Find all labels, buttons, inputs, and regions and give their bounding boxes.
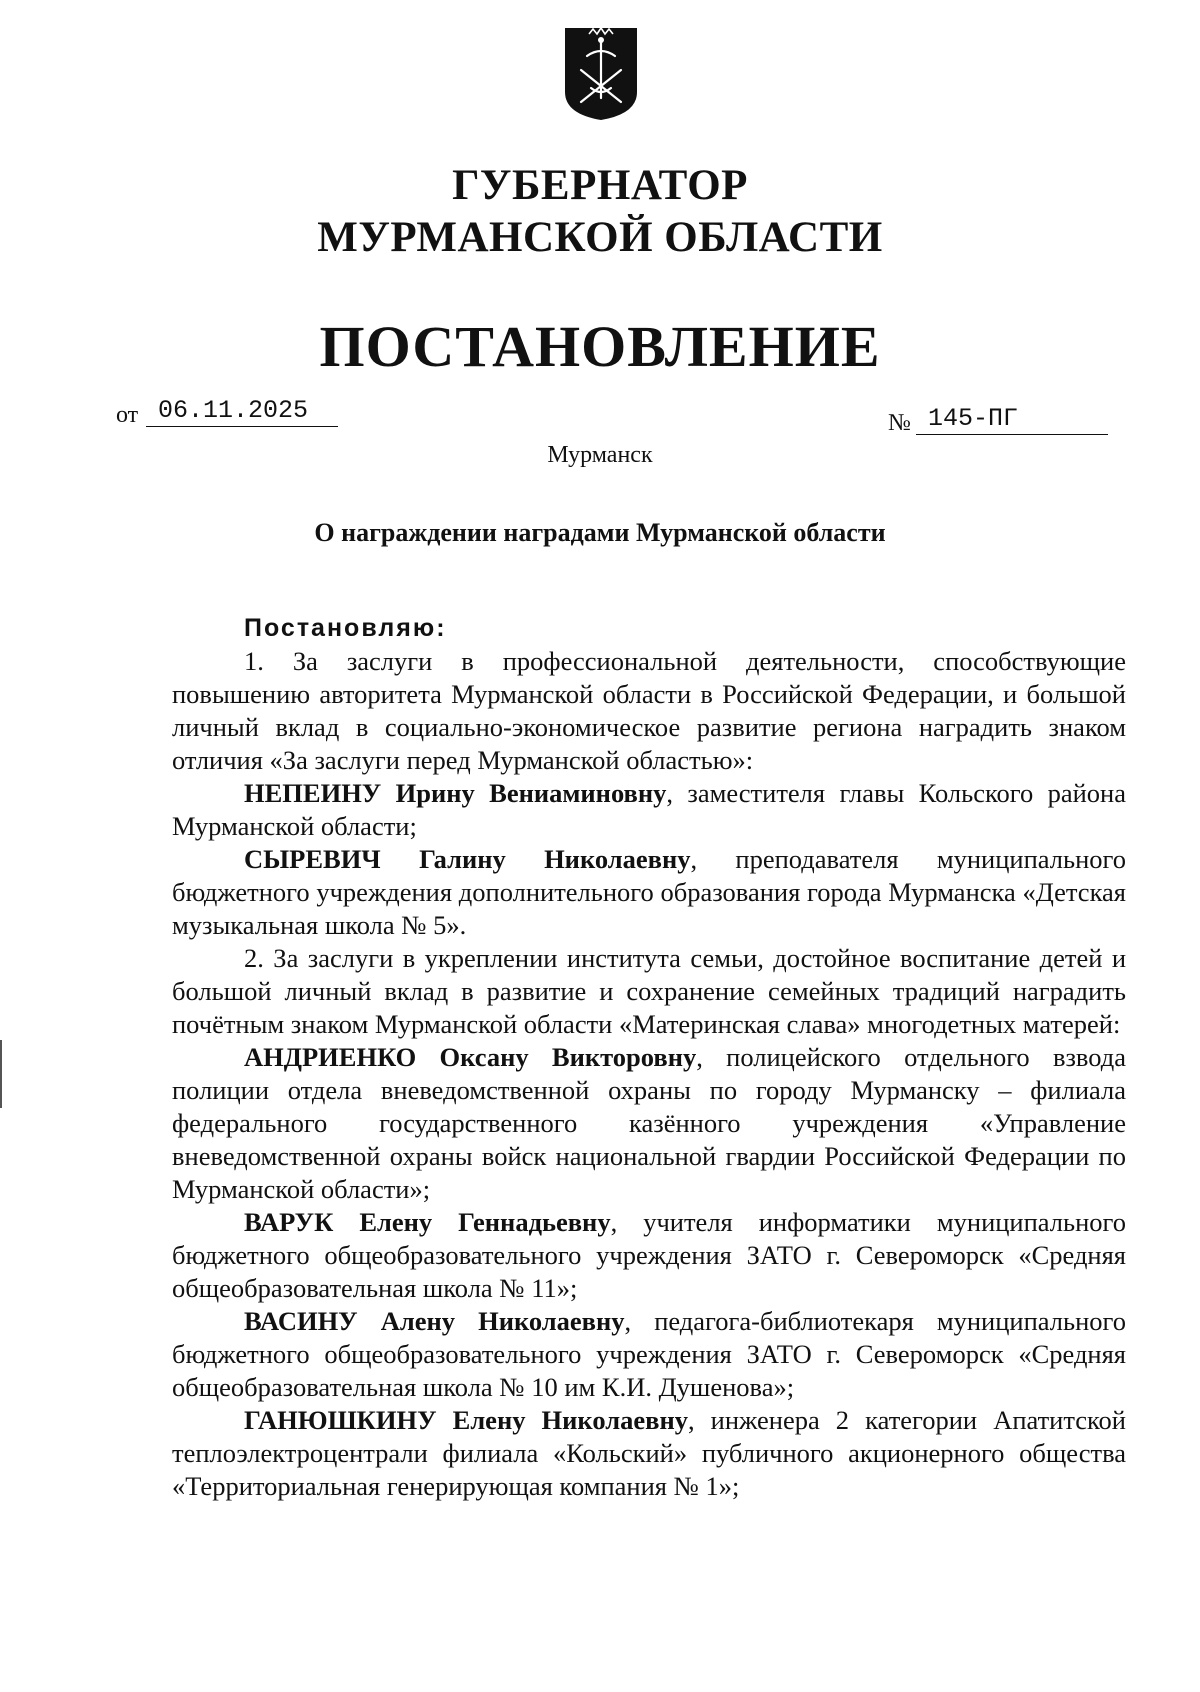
awardee-position: , преподавателя муниципального бюджетного учреждения дополнительного образования города Мурманска «Детская музыкальная школа № 5».: [172, 844, 1126, 940]
awardee-position: , педагога-библиотекаря муниципального бюджетного общеобразовательного учреждения ЗАТО г. Североморск «Средняя общеобразовательная школа № 10 им К.И. Душенова»;: [172, 1306, 1126, 1402]
coat-of-arms-icon: [563, 26, 639, 122]
city-name: Мурманск: [547, 442, 653, 468]
awardee-position: , учителя информатики муниципального бюджетного общеобразовательного учреждения ЗАТО г. Североморск «Средняя общеобразовательная школа № 11»;: [172, 1207, 1126, 1303]
awardee-name: АНДРИЕНКО Оксану Викторовну: [244, 1042, 697, 1072]
document-subject: О награждении наградами Мурманской области: [314, 518, 886, 547]
awardee-entry: [172, 843, 1126, 942]
document-type: ПОСТАНОВЛЕНИЕ: [319, 314, 881, 379]
awardee-name: ВАРУК Елену Геннадьевну: [244, 1207, 611, 1237]
awardee-name: СЫРЕВИЧ Галину Николаевну: [244, 844, 691, 874]
authority-title-line2: МУРМАНСКОЙ ОБЛАСТИ: [317, 214, 883, 261]
paragraph-item: 1. За заслуги в профессиональной деятельности, способствующие повышению авторитета Мурманской области в Российской Федерации, и большой личный вклад в социально-экономическое развитие региона наградить знаком отличия «За заслуги перед Мурманской областью»:: [172, 646, 1126, 775]
date-value: 06.11.2025: [146, 396, 338, 427]
date-label: от: [116, 402, 139, 428]
scan-margin-mark: [0, 1040, 2, 1108]
document-body: [172, 612, 1126, 1503]
paragraph-item: 2. За заслуги в укреплении института семьи, достойное воспитание детей и большой личный вклад в развитие и сохранение семейных традиций наградить почётным знаком Мурманской области «Материнская слава» многодетных матерей:: [172, 943, 1126, 1039]
number-label: №: [888, 410, 911, 436]
awardee-name: ГАНЮШКИНУ Елену Николаевну: [244, 1405, 688, 1435]
awardee-position: , полицейского отдельного взвода полиции отдела вневедомственной охраны по городу Мурманску – филиала федерального государственного казённого учреждения «Управление вневедомственной охраны войск национальной гвардии Российской Федерации по Мурманской области»;: [172, 1042, 1126, 1204]
number-value: 145-ПГ: [916, 404, 1108, 435]
awardee-position: , инженера 2 категории Апатитской теплоэлектроцентрали филиала «Кольский» публичного акционерного общества «Территориальная генерирующая компания № 1»;: [172, 1405, 1126, 1501]
decree-word: Постановляю:: [244, 614, 447, 642]
awardee-position: , заместителя главы Кольского района Мурманской области;: [172, 778, 1126, 841]
authority-title-line1: ГУБЕРНАТОР: [452, 162, 748, 209]
awardee-entry: [172, 1404, 1126, 1503]
awardee-entry: [172, 1041, 1126, 1206]
awardee-name: ВАСИНУ Алену Николаевну: [244, 1306, 625, 1336]
awardee-entry: [172, 777, 1126, 843]
awardee-name: НЕПЕИНУ Ирину Вениаминовну: [244, 778, 667, 808]
awardee-entry: [172, 1305, 1126, 1404]
awardee-entry: [172, 1206, 1126, 1305]
